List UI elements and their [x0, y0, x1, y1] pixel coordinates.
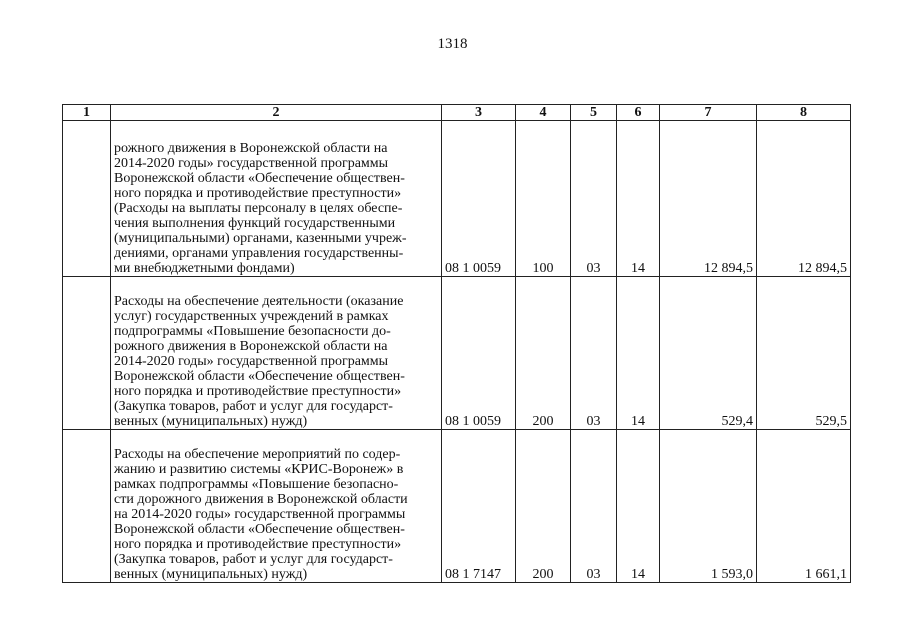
cell-amount-8: 1 661,1 [757, 430, 851, 583]
cell-target-article: 08 1 0059 [442, 121, 516, 277]
cell-target-article: 08 1 7147 [442, 430, 516, 583]
cell-target-article: 08 1 0059 [442, 277, 516, 430]
header-col-5: 5 [571, 105, 617, 121]
cell-amount-8: 529,5 [757, 277, 851, 430]
budget-table [62, 104, 851, 583]
cell-expense-type: 200 [516, 277, 571, 430]
header-col-4: 4 [516, 105, 571, 121]
table-row [63, 277, 851, 430]
cell-expense-type: 100 [516, 121, 571, 277]
cell-subsection: 14 [617, 121, 660, 277]
header-col-1: 1 [63, 105, 111, 121]
cell-description: рожного движения в Воронежской области на 2014-2020 годы» государственной программы Воронежской области «Обеспечение обществен- ного порядка и противодействие преступности» (Расходы на выплаты персоналу в целях обеспе- чения выполнения функций государственными (муниципальными) органами, казенными учреж- дениями, органами управления государственны- ми внебюджетными фондами) [111, 121, 442, 277]
header-col-7: 7 [660, 105, 757, 121]
cell-amount-7: 12 894,5 [660, 121, 757, 277]
cell-index [63, 430, 111, 583]
header-col-6: 6 [617, 105, 660, 121]
table-row [63, 121, 851, 277]
cell-index [63, 121, 111, 277]
cell-amount-7: 1 593,0 [660, 430, 757, 583]
cell-section: 03 [571, 121, 617, 277]
cell-section: 03 [571, 430, 617, 583]
cell-description: Расходы на обеспечение деятельности (оказание услуг) государственных учреждений в рамках подпрограммы «Повышение безопасности до- рожного движения в Воронежской области на 2014-2020 годы» государственной программы Воронежской области «Обеспечение обществен- ного порядка и противодействие преступности» (Закупка товаров, работ и услуг для государст- венных (муниципальных) нужд) [111, 277, 442, 430]
cell-amount-8: 12 894,5 [757, 121, 851, 277]
cell-subsection: 14 [617, 430, 660, 583]
table-header [63, 105, 851, 121]
cell-description: Расходы на обеспечение мероприятий по содер- жанию и развитию системы «КРИС-Воронеж» в рамках подпрограммы «Повышение безопасно- сти дорожного движения в Воронежской области на 2014-2020 годы» государственной программы Воронежской области «Обеспечение обществен- ного порядка и противодействие преступности» (Закупка товаров, работ и услуг для государст- венных (муниципальных) нужд) [111, 430, 442, 583]
header-col-3: 3 [442, 105, 516, 121]
header-col-8: 8 [757, 105, 851, 121]
cell-amount-7: 529,4 [660, 277, 757, 430]
table-row [63, 430, 851, 583]
header-col-2: 2 [111, 105, 442, 121]
cell-subsection: 14 [617, 277, 660, 430]
cell-section: 03 [571, 277, 617, 430]
cell-index [63, 277, 111, 430]
cell-expense-type: 200 [516, 430, 571, 583]
page-number: 1318 [437, 36, 468, 52]
